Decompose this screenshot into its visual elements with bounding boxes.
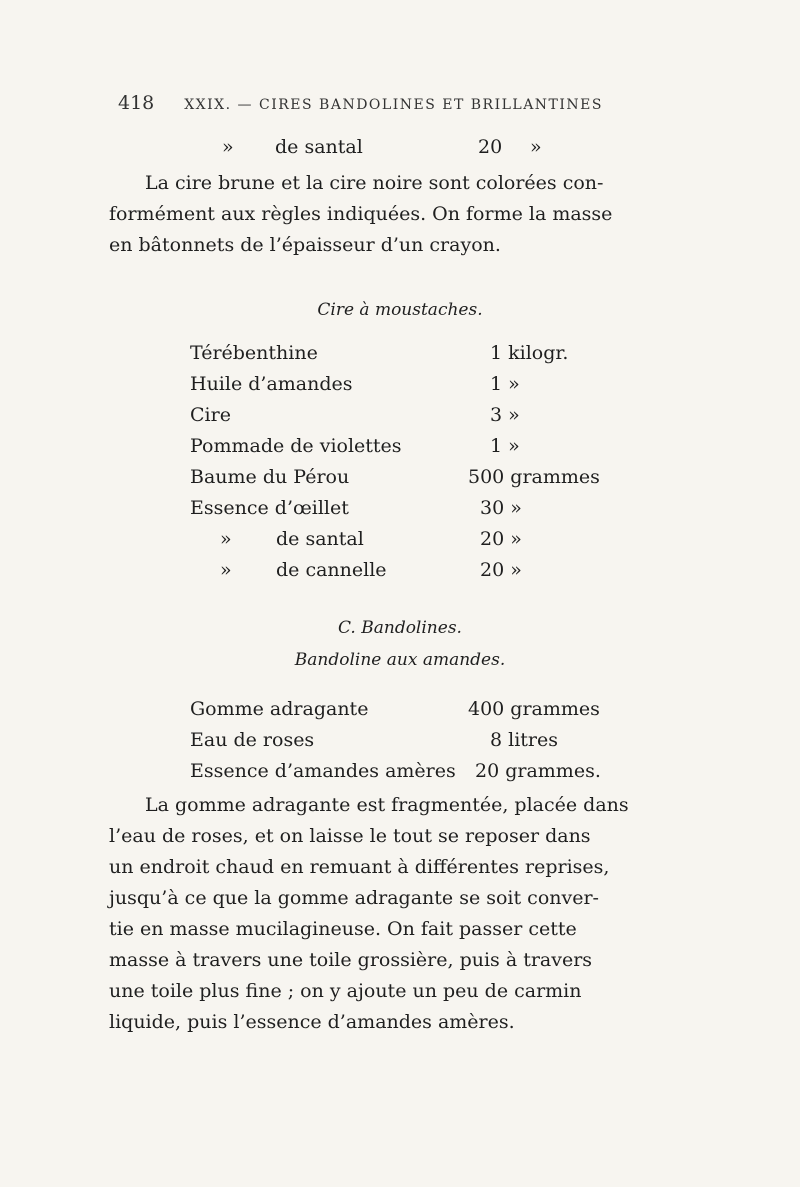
ingredient-name: Essence d’amandes amères — [190, 760, 456, 782]
running-title: XXIX. — CIRES BANDOLINES ET BRILLANTINES — [184, 97, 603, 113]
table-row — [190, 404, 620, 435]
table-row — [190, 497, 620, 528]
table-row — [190, 760, 620, 791]
ingredient-name: Térébenthine — [190, 342, 318, 364]
ditto-mark: » — [222, 136, 234, 158]
ingredient-qty: 20 grammes. — [475, 760, 601, 782]
table-row — [190, 435, 620, 466]
text-line: La cire brune et la cire noire sont colorées con- — [145, 172, 604, 194]
ingredient-qty: 20 » — [480, 559, 522, 581]
table-row — [190, 528, 620, 559]
recipe-table-moustache — [190, 342, 620, 590]
ingredient-qty: 30 » — [480, 497, 522, 519]
text-line: tie en masse mucilagineuse. On fait passer cette — [109, 918, 577, 940]
ingredient-qty: 20 — [478, 136, 503, 158]
ingredient-qty: 400 grammes — [468, 698, 600, 720]
ingredient-qty: 1 kilogr. — [490, 342, 569, 364]
ingredient-qty: 500 grammes — [468, 466, 600, 488]
text-line: en bâtonnets de l’épaisseur d’un crayon. — [109, 234, 501, 256]
page-number: 418 — [118, 92, 155, 114]
ditto-mark: » — [530, 136, 542, 158]
ingredient-name: Pommade de violettes — [190, 435, 402, 457]
section-subtitle: Bandoline aux amandes. — [294, 650, 506, 670]
ditto-mark: » — [220, 528, 232, 550]
text-line: l’eau de roses, et on laisse le tout se reposer dans — [109, 825, 591, 847]
table-row — [190, 559, 620, 590]
section-title: Cire à moustaches. — [317, 300, 483, 320]
text-line: jusqu’à ce que la gomme adragante se soit conver- — [109, 887, 599, 909]
section-title: C. Bandolines. — [338, 618, 462, 638]
text-line: un endroit chaud en remuant à différentes reprises, — [109, 856, 610, 878]
ingredient-name: Baume du Pérou — [190, 466, 350, 488]
ingredient-name: de santal — [275, 136, 363, 158]
table-row — [190, 373, 620, 404]
ingredient-name: Gomme adragante — [190, 698, 369, 720]
ingredient-name: Huile d’amandes — [190, 373, 353, 395]
paragraph-1 — [109, 168, 647, 261]
ingredient-name: de cannelle — [276, 559, 387, 581]
paragraph-2 — [109, 790, 647, 1038]
ingredient-name: Essence d’œillet — [190, 497, 349, 519]
ingredient-qty: 1 » — [490, 373, 520, 395]
ingredient-name: Cire — [190, 404, 231, 426]
ditto-mark: » — [220, 559, 232, 581]
running-head — [118, 92, 603, 114]
text-line: La gomme adragante est fragmentée, placée dans — [145, 794, 629, 816]
recipe-table-bandoline — [190, 698, 620, 791]
text-line: liquide, puis l’essence d’amandes amères. — [109, 1011, 515, 1033]
table-row — [190, 342, 620, 373]
text-line: une toile plus fine ; on y ajoute un peu de carmin — [109, 980, 582, 1002]
ingredient-name: Eau de roses — [190, 729, 315, 751]
ingredient-qty: 20 » — [480, 528, 522, 550]
table-row — [190, 698, 620, 729]
ingredient-qty: 1 » — [490, 435, 520, 457]
text-line: masse à travers une toile grossière, puis à travers — [109, 949, 593, 971]
table-row — [190, 466, 620, 497]
ingredient-qty: 3 » — [490, 404, 520, 426]
ingredient-name: de santal — [276, 528, 364, 550]
ingredient-qty: 8 litres — [490, 729, 558, 751]
text-line: formément aux règles indiquées. On forme la masse — [109, 203, 613, 225]
table-row — [190, 729, 620, 760]
